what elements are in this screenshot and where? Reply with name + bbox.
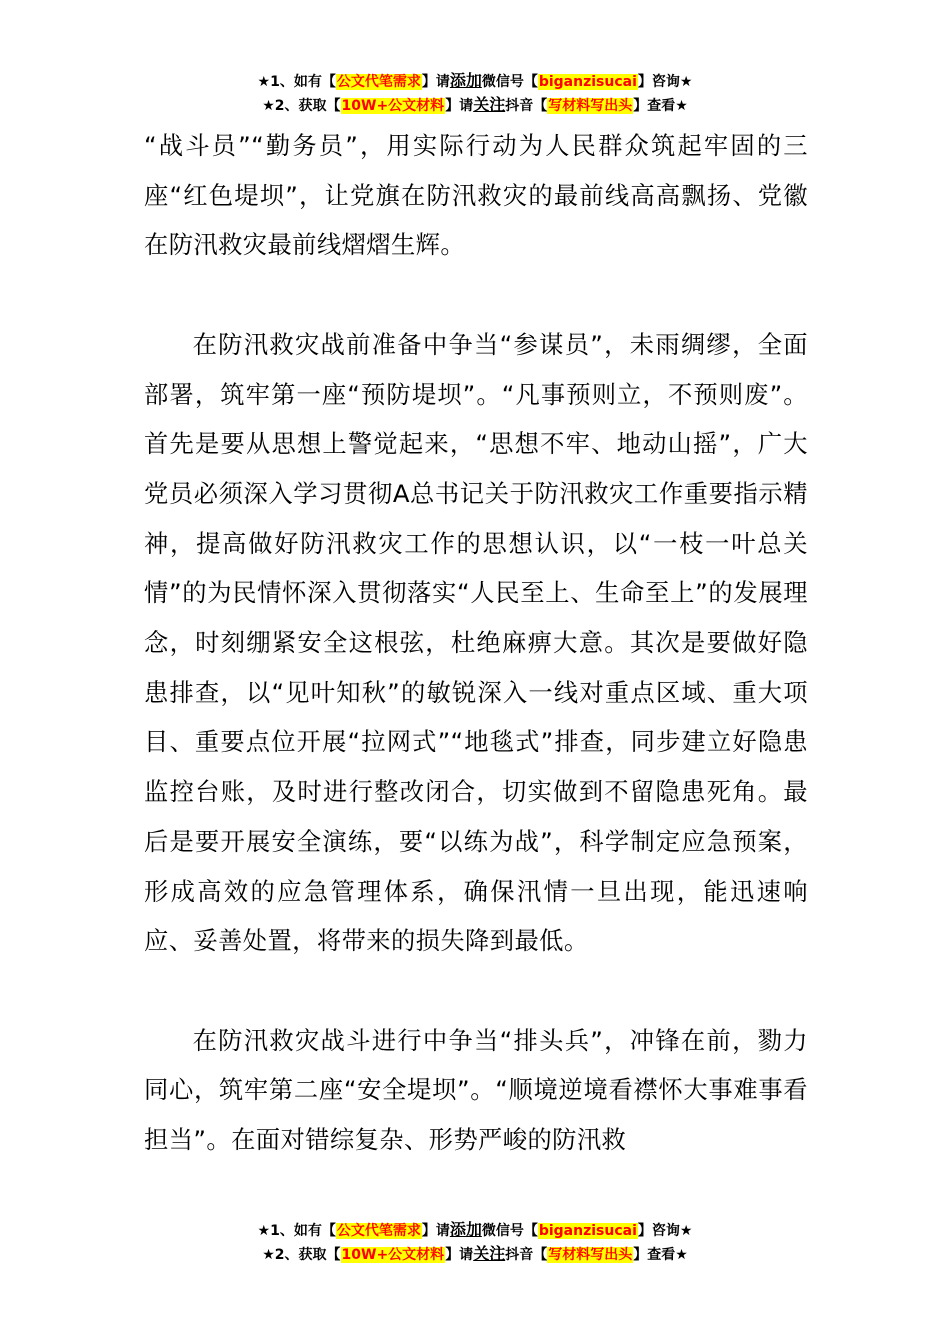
highlight-ghostwriting: 公文代笔需求 [336, 1223, 421, 1239]
highlight-materials: 10W+公文材料 [341, 98, 445, 114]
document-body [144, 121, 808, 1165]
highlight-douyin-account: 写材料写出头 [548, 1247, 633, 1263]
footer-banner-line-2: ★2、获取【10W+公文材料】请关注抖音【写材料写出头】查看★ [262, 1244, 688, 1263]
highlight-materials: 10W+公文材料 [341, 1247, 445, 1263]
paragraph-safety-dam: 在防汛救灾战斗进行中争当“排头兵”，冲锋在前，勠力同心，筑牢第二座“安全堤坝”。“顺境逆境看襟怀大事难事看担当”。在面对错综复杂、形势严峻的防汛救 [144, 1025, 808, 1155]
paragraph-continued: “战斗员”“勤务员”，用实际行动为人民群众筑起牢固的三座“红色堤坝”，让党旗在防汛救灾的最前线高高飘扬、党徽在防汛救灾最前线熠熠生辉。 [144, 131, 808, 260]
paragraph-prevention-dam: 在防汛救灾战前准备中争当“参谋员”，未雨绸缪，全面部署，筑牢第一座“预防堤坝”。“凡事预则立，不预则废”。首先是要从思想上警觉起来，“思想不牢、地动山摇”，广大党员必须深入学习贯彻A总书记关于防汛救灾工作重要指示精神，提高做好防汛救灾工作的思想认识，以“一枝一叶总关情”的为民情怀深入贯彻落实“人民至上、生命至上”的发展理念，时刻绷紧安全这根弦，杜绝麻痹大意。其次是要做好隐患排查，以“见叶知秋”的敏锐深入一线对重点区域、重大项目、重要点位开展“拉网式”“地毯式”排查，同步建立好隐患监控台账，及时进行整改闭合，切实做到不留隐患死角。最后是要开展安全演练，要“以练为战”，科学制定应急预案，形成高效的应急管理体系，确保汛情一旦出现，能迅速响应、妥善处置，将带来的损失降到最低。 [144, 329, 809, 956]
header-banner [0, 69, 950, 117]
header-banner-line-2: ★2、获取【10W+公文材料】请关注抖音【写材料写出头】查看★ [262, 95, 688, 114]
header-banner-line-1: ★1、如有【公文代笔需求】请添加微信号【biganzisucai】咨询★ [257, 71, 693, 90]
highlight-wechat-id: biganzisucai [538, 1223, 637, 1239]
footer-banner [0, 1218, 950, 1266]
highlight-douyin-account: 写材料写出头 [548, 98, 633, 114]
highlight-wechat-id: biganzisucai [538, 74, 637, 90]
footer-banner-line-1: ★1、如有【公文代笔需求】请添加微信号【biganzisucai】咨询★ [257, 1220, 693, 1239]
highlight-ghostwriting: 公文代笔需求 [336, 74, 421, 90]
